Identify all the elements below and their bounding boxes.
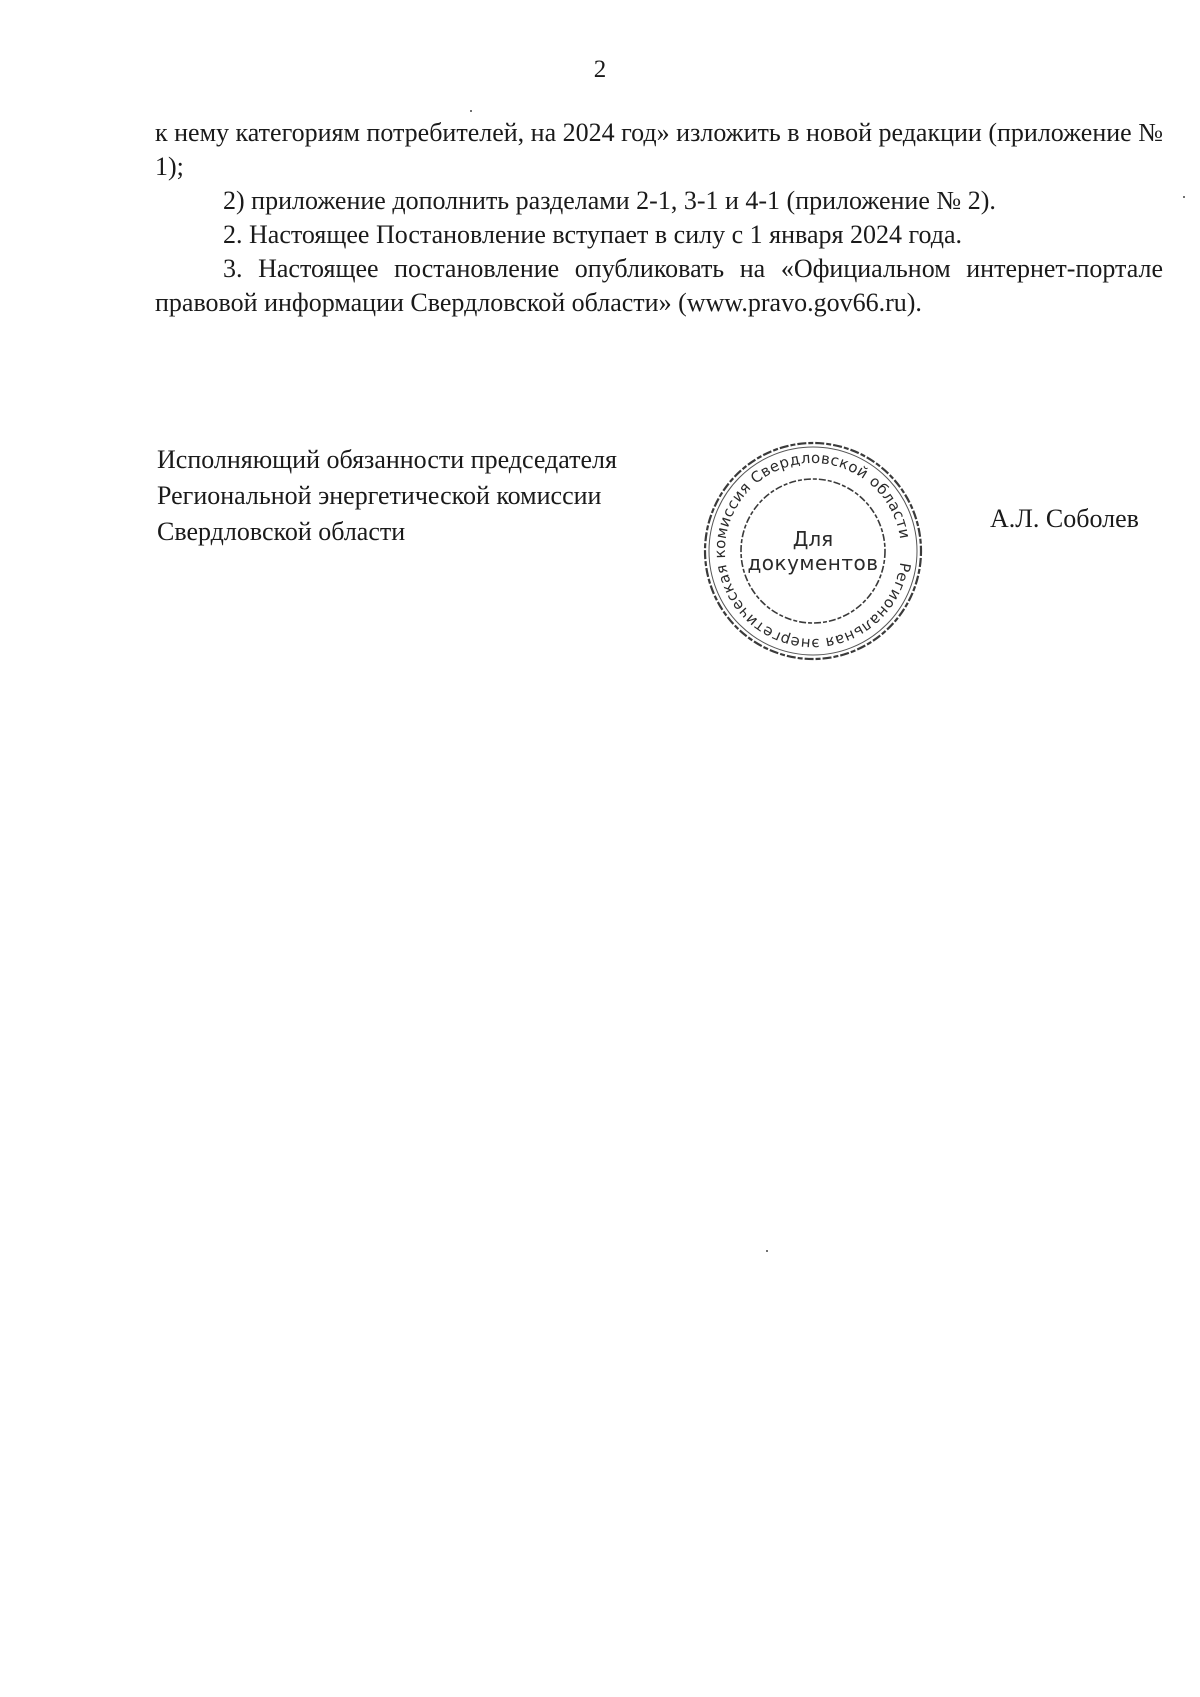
signer-title-line-3: Свердловской области	[157, 517, 406, 546]
paragraph-clause-3: 3. Настоящее постановление опубликовать на «Официальном интернет-портале правовой информации Свердловской области» (www.pravo.gov66.ru).	[155, 254, 1163, 317]
paragraph-item-2: 2) приложение дополнить разделами 2-1, 3-1 и 4-1 (приложение № 2).	[223, 186, 996, 215]
scan-speck	[766, 1250, 768, 1252]
seal-ring-text: Региональная энергетическая комиссия Свердловской области	[710, 448, 915, 654]
seal-center-line-1: Для	[792, 527, 834, 551]
signer-title-line-1: Исполняющий обязанности председателя	[157, 445, 617, 474]
scan-speck	[470, 110, 472, 112]
signer-title-block	[157, 442, 617, 550]
document-body	[155, 116, 1163, 320]
paragraph-clause-2: 2. Настоящее Постановление вступает в силу с 1 января 2024 года.	[223, 220, 962, 249]
official-seal-stamp	[700, 438, 926, 664]
signer-title-line-2: Региональной энергетической комиссии	[157, 481, 602, 510]
page-number: 2	[593, 56, 607, 83]
paragraph-continuation: к нему категориям потребителей, на 2024 год» изложить в новой редакции (приложение № 1);	[155, 118, 1163, 181]
seal-center-line-2: документов	[747, 551, 879, 575]
scan-speck	[1183, 196, 1185, 198]
signer-name: А.Л. Соболев	[990, 504, 1139, 533]
